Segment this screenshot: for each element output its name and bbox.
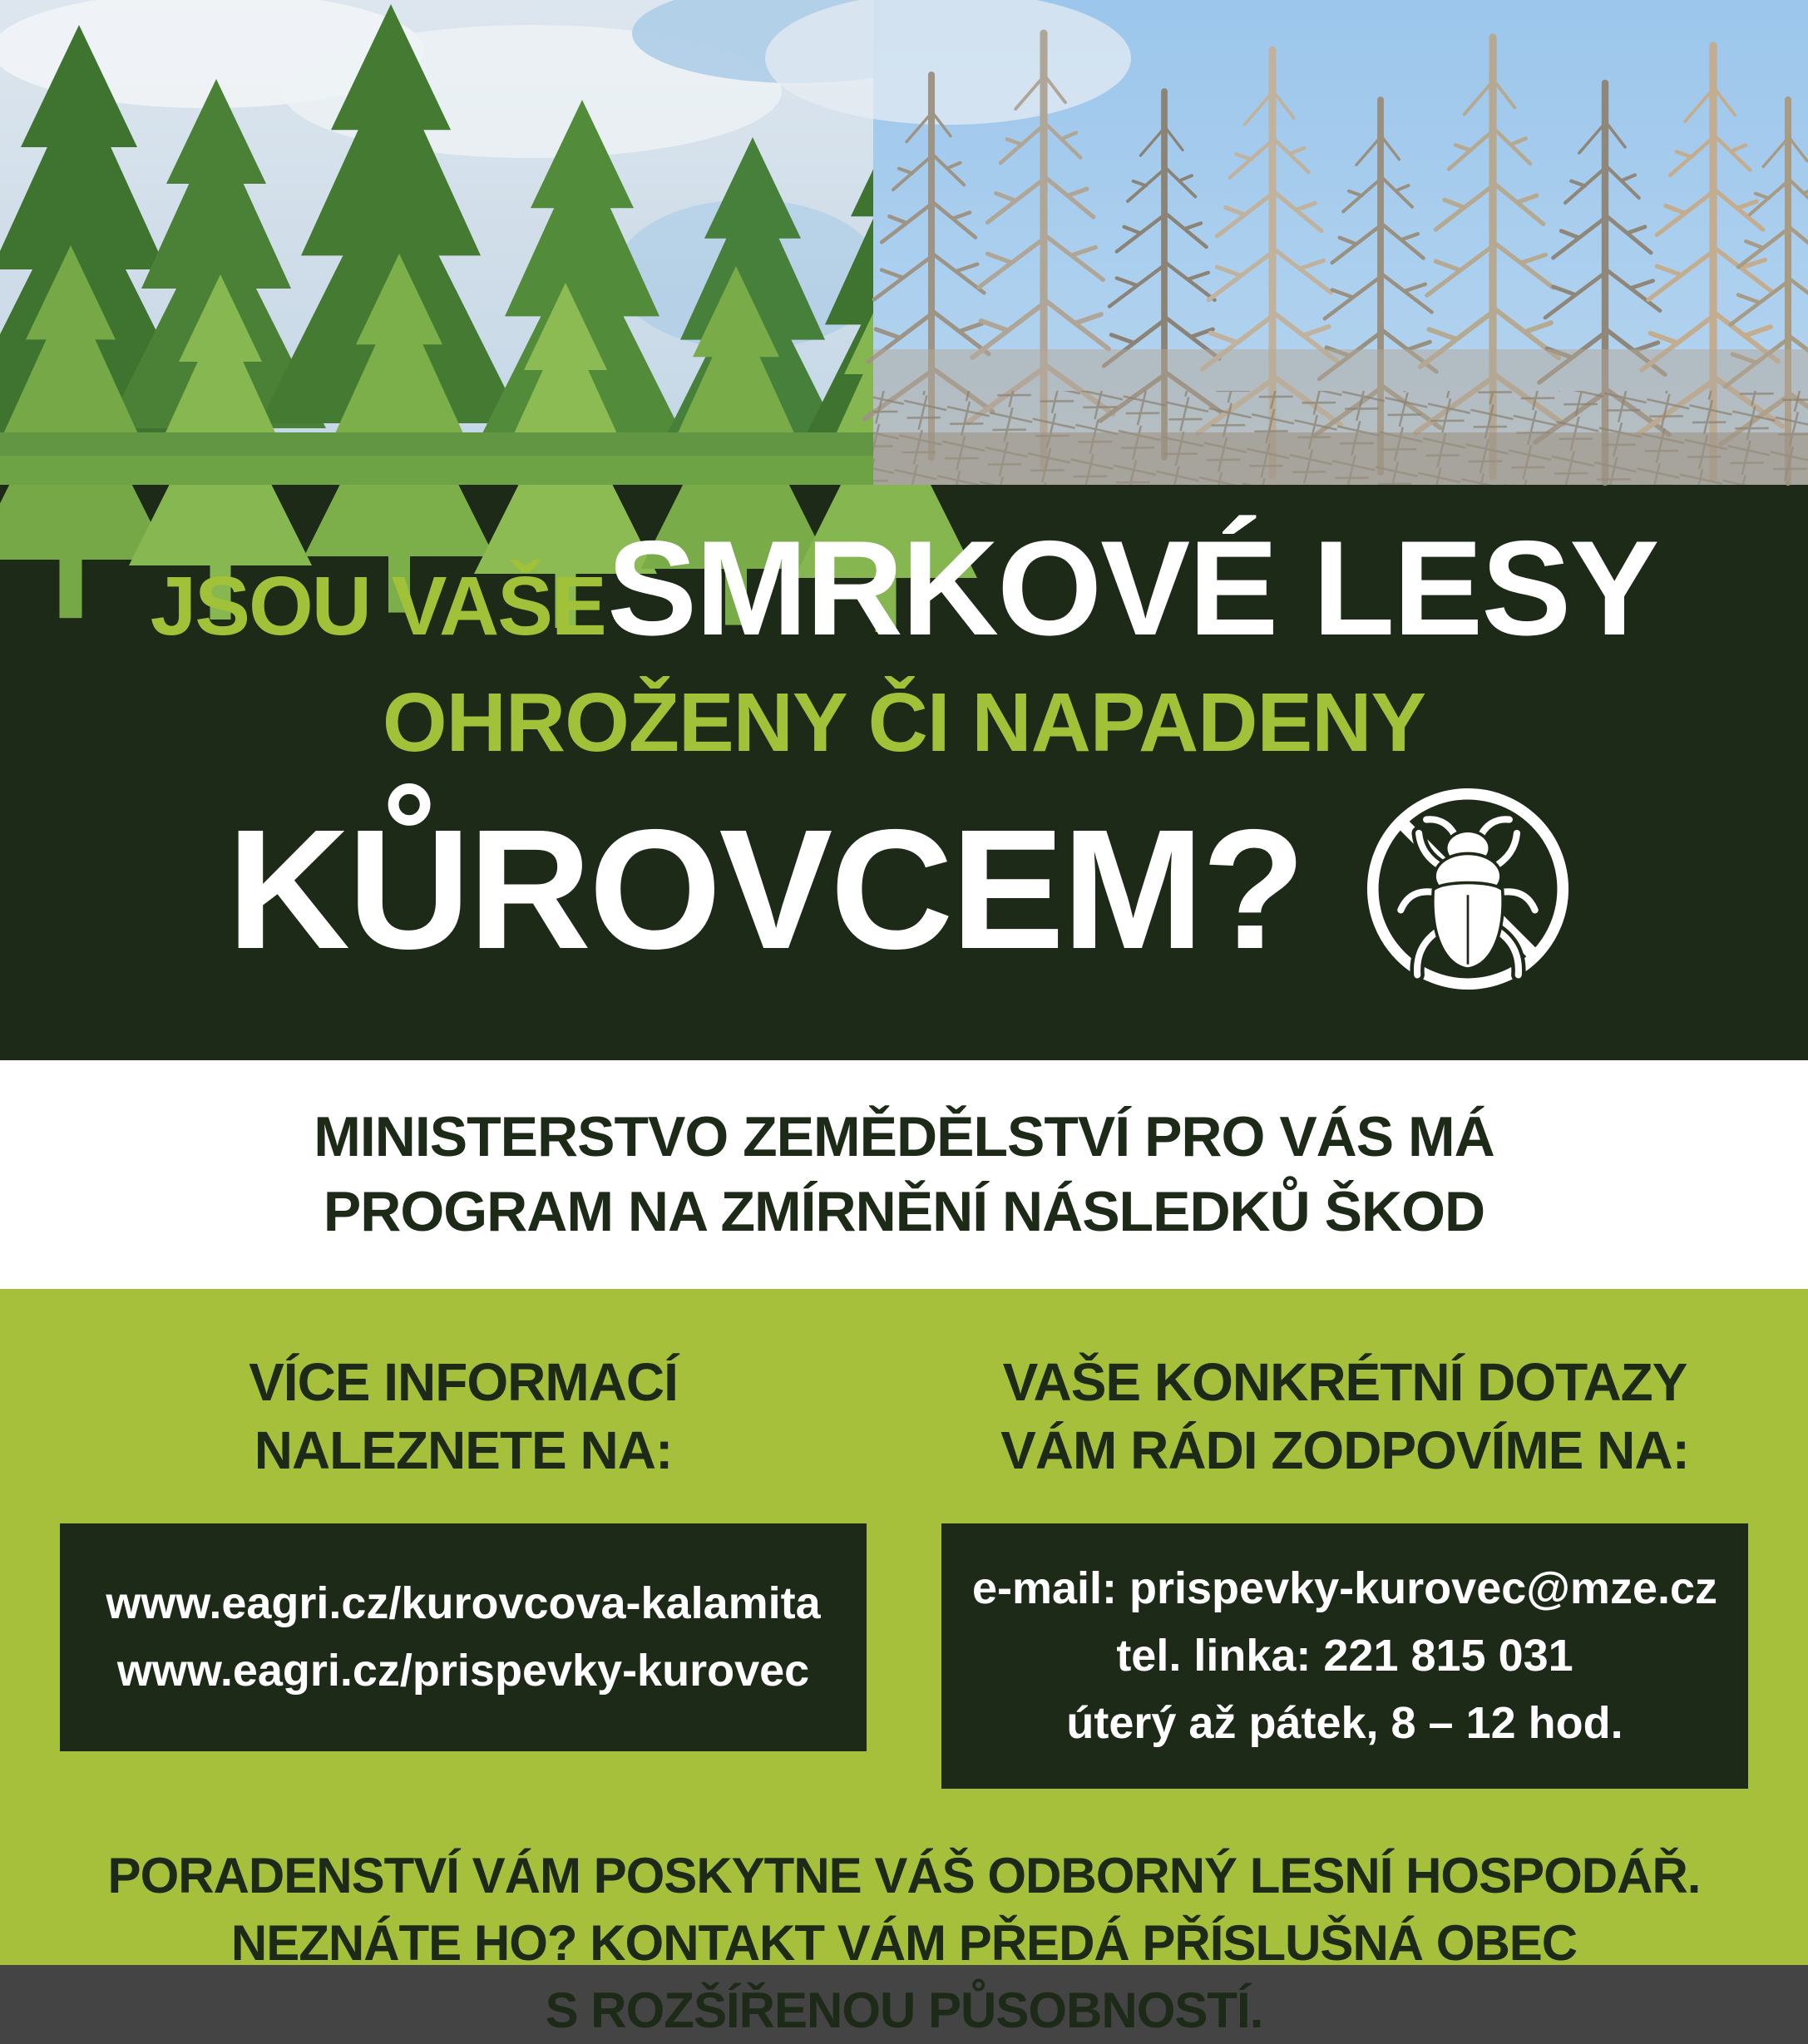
contact-phone: tel. linka: 221 815 031 xyxy=(1116,1630,1573,1681)
no-beetle-icon xyxy=(1355,776,1581,1002)
photo-strip xyxy=(0,0,1808,485)
contact-column xyxy=(941,1349,1748,1789)
info-columns xyxy=(60,1349,1748,1789)
info-heading xyxy=(249,1349,678,1485)
contact-hours: úterý až pátek, 8 – 12 hod. xyxy=(1066,1697,1623,1748)
contact-heading xyxy=(1000,1349,1689,1485)
dead-forest-photo xyxy=(873,0,1808,485)
headline-question: KŮROVCEM? xyxy=(226,793,1304,985)
contact-email[interactable]: e-mail: prispevky-kurovec@mze.cz xyxy=(971,1563,1718,1613)
headline-band xyxy=(0,485,1808,1060)
subheadline-band xyxy=(0,1060,1808,1289)
info-heading-line1: VÍCE INFORMACÍ xyxy=(249,1352,678,1412)
info-heading-line2: NALEZNETE NA: xyxy=(254,1419,673,1480)
link-prispevky-kurovec[interactable]: www.eagri.cz/prispevky-kurovec xyxy=(116,1645,810,1696)
subheadline-line2: PROGRAM NA ZMÍRNĚNÍ NÁSLEDKŮ ŠKOD xyxy=(323,1179,1485,1243)
headline-lead: JSOU VAŠE xyxy=(150,560,605,653)
headline-line1 xyxy=(0,513,1808,664)
footer-line2: NEZNÁTE HO? KONTAKT VÁM PŘEDÁ PŘÍSLUŠNÁ OBEC xyxy=(230,1914,1578,1971)
contact-heading-line2: VÁM RÁDI ZODPOVÍME NA: xyxy=(1000,1419,1689,1480)
healthy-forest-photo xyxy=(0,0,873,485)
info-band xyxy=(0,1289,1808,2038)
subheadline-line1: MINISTERSTVO ZEMĚDĚLSTVÍ PRO VÁS MÁ xyxy=(314,1104,1494,1168)
info-column xyxy=(60,1349,867,1789)
footer-line1: PORADENSTVÍ VÁM POSKYTNE VÁŠ ODBORNÝ LESNÍ HOSPODÁŘ. xyxy=(107,1847,1701,1903)
headline-line3 xyxy=(0,776,1808,1002)
link-kurovcova-kalamita[interactable]: www.eagri.cz/kurovcova-kalamita xyxy=(106,1577,821,1628)
footer-line3: S ROZŠÍŘENOU PŮSOBNOSTÍ. xyxy=(545,1982,1263,2038)
contact-box xyxy=(941,1523,1748,1789)
footer-note xyxy=(60,1842,1748,2044)
contact-heading-line1: VAŠE KONKRÉTNÍ DOTAZY xyxy=(1002,1352,1687,1412)
headline-emphasis: SMRKOVÉ LESY xyxy=(607,513,1658,664)
links-box xyxy=(60,1523,867,1751)
headline-line2: OHROŽENY ČI NAPADENY xyxy=(382,676,1426,769)
